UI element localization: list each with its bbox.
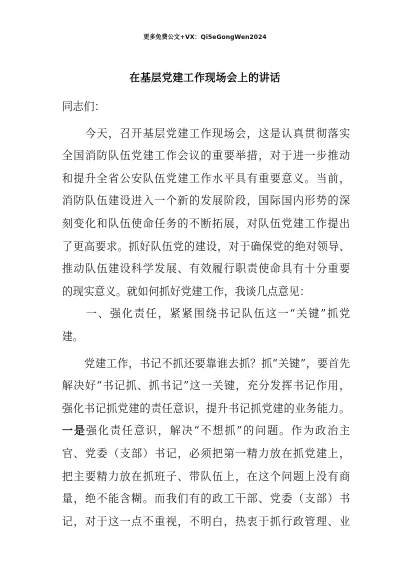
text-line: 和提升全省公安队伍党建工作水平具有重要意义。当前， <box>62 171 350 185</box>
text-line: 了更高要求。抓好队伍党的建设，对于确保党的绝对领导、 <box>62 239 350 253</box>
paragraph-point-one <box>62 420 350 533</box>
text-line: 的现实意义。就如何抓好党建工作，我谈几点意见： <box>62 284 311 298</box>
text-line: 推动队伍建设科学发展、有效履行职责使命具有十分重要 <box>62 262 350 276</box>
text-line <box>62 420 350 443</box>
text-line: 记，对于这一点不重视，不明白，热衷于抓行政管理、业 <box>62 514 350 528</box>
point-lead: 一是 <box>62 424 86 438</box>
header-note: 更多免费公文+VX：Qi5eGongWen2024 <box>143 34 267 41</box>
text-line: 量，绝不能含糊。而我们有的政工干部、党委（支部）书 <box>62 492 350 506</box>
text-line: 强化书记抓党建的责任意识，提升书记抓党建的业务能力。 <box>62 401 350 415</box>
point-text: 强化责任意识，解决“不想抓”的问题。作为政治主 <box>85 424 350 438</box>
text-line: 党建工作，书记不抓还要靠谁去抓？抓“关键”，要首先 <box>62 356 350 370</box>
section-heading-one <box>62 303 350 348</box>
text-line: 刻变化和队伍使命任务的不断拓展，对队伍党建工作提出 <box>62 216 350 230</box>
text-line: 全国消防队伍党建工作会议的重要举措，对于进一步推动 <box>62 149 350 163</box>
text-line: 一、强化责任，紧紧围绕书记队伍这一“关键”抓党 <box>62 307 350 321</box>
paragraph-intro <box>62 123 350 304</box>
paragraph-key-role <box>62 353 350 421</box>
text-line: 官、党委（支部）书记，必须把第一精力放在抓党建上， <box>62 446 350 460</box>
text-line: 解决好“书记抓、抓书记”这一关键，充分发挥书记作用， <box>62 379 350 393</box>
document-body <box>62 96 350 533</box>
text-line: 建。 <box>62 329 84 343</box>
document-title: 在基层党建工作现场会上的讲话 <box>129 72 281 84</box>
greeting: 同志们： <box>62 100 106 113</box>
text-line: 今天，召开基层党建工作现场会，这是认真贯彻落实 <box>62 126 350 140</box>
text-line: 把主要精力放在抓班子、带队伍上，在这个问题上没有商 <box>62 469 350 483</box>
text-line: 消防队伍建设进入一个新的发展阶段，国际国内形势的深 <box>62 194 350 208</box>
